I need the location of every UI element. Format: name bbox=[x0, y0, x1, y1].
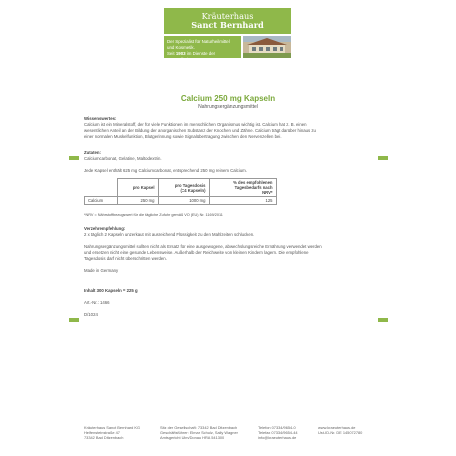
footer-address-line: 73342 Bad Ditzenbach bbox=[84, 435, 124, 441]
row-per-capsule: 250 mg bbox=[117, 197, 158, 205]
made-in: Made in Germany bbox=[84, 268, 119, 273]
product-subtitle: Nahrungsergänzungsmittel bbox=[198, 104, 258, 110]
side-marker-left-top bbox=[69, 156, 79, 160]
side-marker-left-bottom bbox=[69, 318, 79, 322]
footer-web bbox=[318, 425, 362, 435]
footer-company-line: Geschäftsführer: Elmar Schulz, Sally Wagner bbox=[160, 430, 238, 436]
table-header-row bbox=[85, 179, 277, 197]
info-section bbox=[84, 116, 316, 140]
article-number: Art.-Nr.: 1466 bbox=[84, 300, 110, 305]
table-footnote: *NRV = Nährstoffbezugswert für die tägliche Zufuhr gemäß VO (EU) Nr. 1169/2011 bbox=[84, 213, 223, 217]
footer-address-line: Kräuterhaus Sanct Bernhard KG bbox=[84, 425, 141, 430]
nutrition-table bbox=[84, 178, 277, 205]
warning-section bbox=[84, 244, 322, 262]
zutaten-heading: Zutaten: bbox=[84, 150, 101, 155]
warning-line-1: Nahrungsergänzungsmittel sollten nicht als Ersatz für eine ausgewogene, abwechslungsreiche Ernährung verwendet werden bbox=[84, 244, 322, 249]
logo-line-2: Sanct Bernhard bbox=[191, 20, 264, 30]
col-per-day bbox=[158, 179, 209, 197]
footer-vat: Ust-ID-Nr. DE 145072780 bbox=[318, 430, 363, 436]
side-marker-right-bottom bbox=[378, 318, 388, 322]
package-content: Inhalt 300 Kapseln = 225 g bbox=[84, 288, 138, 293]
usage-heading: Verzehrempfehlung: bbox=[84, 226, 126, 231]
row-nutrient: Calcium bbox=[85, 197, 118, 205]
warning-line-2: und ersetzen nicht eine gesunde Lebensweise. Außerhalb der Reichweite von kleinen Kindern lagern. Die empfohlene bbox=[84, 250, 309, 255]
side-marker-right-top bbox=[378, 156, 388, 160]
footer-company bbox=[160, 425, 238, 441]
wissenswertes-heading: Wissenswertes: bbox=[84, 116, 117, 121]
col-nrv-line-2: Tagesbedarfs nach bbox=[234, 185, 273, 190]
footer-contact bbox=[258, 425, 298, 441]
col-per-day-line-1: pro Tagesdosis bbox=[174, 182, 206, 188]
footer-email[interactable]: info@kraeuterhaus.de bbox=[258, 435, 297, 441]
footer-fax: Telefax 07334/9654-44 bbox=[258, 430, 298, 436]
row-per-day: 1000 mg bbox=[158, 197, 209, 205]
row-nrv: 125 bbox=[209, 197, 276, 205]
zutaten-text: Calciumcarbonat, Gelatine, Maltodextrin. bbox=[84, 156, 162, 161]
logo-line-1: Kräuterhaus bbox=[201, 11, 254, 21]
warning-line-3: Tagesdosis darf nicht überschritten werden. bbox=[84, 256, 167, 261]
tagline-pre: Seit bbox=[167, 51, 175, 56]
wissenswertes-line-1: Calcium ist ein Mineralstoff, der für viele Funktionen im menschlichen Organismus wichtig ist. Calcium hat z. B. einen bbox=[84, 122, 307, 127]
capsule-content: Jede Kapsel enthält 625 mg Calciumcarbonat, entsprechend 250 mg reinem Calcium. bbox=[84, 168, 247, 173]
wissenswertes-line-2: wesentlichen Anteil an der Bildung der anorganischen Substanz der Knochen und Zähne. Calcium trägt darüber hinaus zu bbox=[84, 128, 316, 133]
col-per-capsule: pro Kapsel bbox=[117, 179, 158, 197]
footer-phone: Telefon 07334/9654-0 bbox=[258, 425, 296, 430]
tagline-line-1: Der Spezialist für Naturheilmittel und Kosmetik. bbox=[167, 39, 230, 50]
tagline-year: 1903 bbox=[175, 51, 186, 56]
wissenswertes-line-3: einer normalen Muskelfunktion, Blutgerinnung sowie Signalübertragung zwischen den Nervenzellen bei. bbox=[84, 134, 282, 139]
document-code: D/1024 bbox=[84, 312, 98, 317]
footer-website[interactable]: www.kraeuterhaus.de bbox=[318, 425, 356, 430]
tagline-line-2 bbox=[167, 51, 238, 63]
usage-text: 2 x täglich 2 Kapseln unzerkaut mit ausreichend Flüssigkeit zu den Mahlzeiten schlucken. bbox=[84, 232, 255, 237]
table-corner bbox=[85, 179, 118, 197]
ingredients-section bbox=[84, 150, 162, 162]
footer-company-line: Amtsgericht Ulm/Donau HRA 541300 bbox=[160, 435, 225, 441]
col-nrv-line-3: NRV* bbox=[262, 190, 273, 195]
building-photo bbox=[243, 36, 291, 58]
footer-address-line: Helfensteinstraße 47 bbox=[84, 430, 120, 436]
tagline-box bbox=[164, 36, 241, 62]
brand-logo bbox=[164, 8, 291, 34]
usage-section bbox=[84, 226, 254, 238]
footer-company-line: Sitz der Gesellschaft: 73342 Bad Ditzenbach bbox=[160, 425, 238, 430]
col-nrv-line-1: % des empfohlenen bbox=[233, 180, 273, 185]
table-row bbox=[85, 197, 277, 205]
tagline-post: im Dienste der Gesundheit. bbox=[167, 51, 216, 62]
col-nrv bbox=[209, 179, 276, 197]
product-title: Calcium 250 mg Kapseln bbox=[180, 94, 276, 103]
footer-address bbox=[84, 425, 140, 441]
col-per-day-line-2: (=4 Kapseln) bbox=[180, 187, 206, 193]
